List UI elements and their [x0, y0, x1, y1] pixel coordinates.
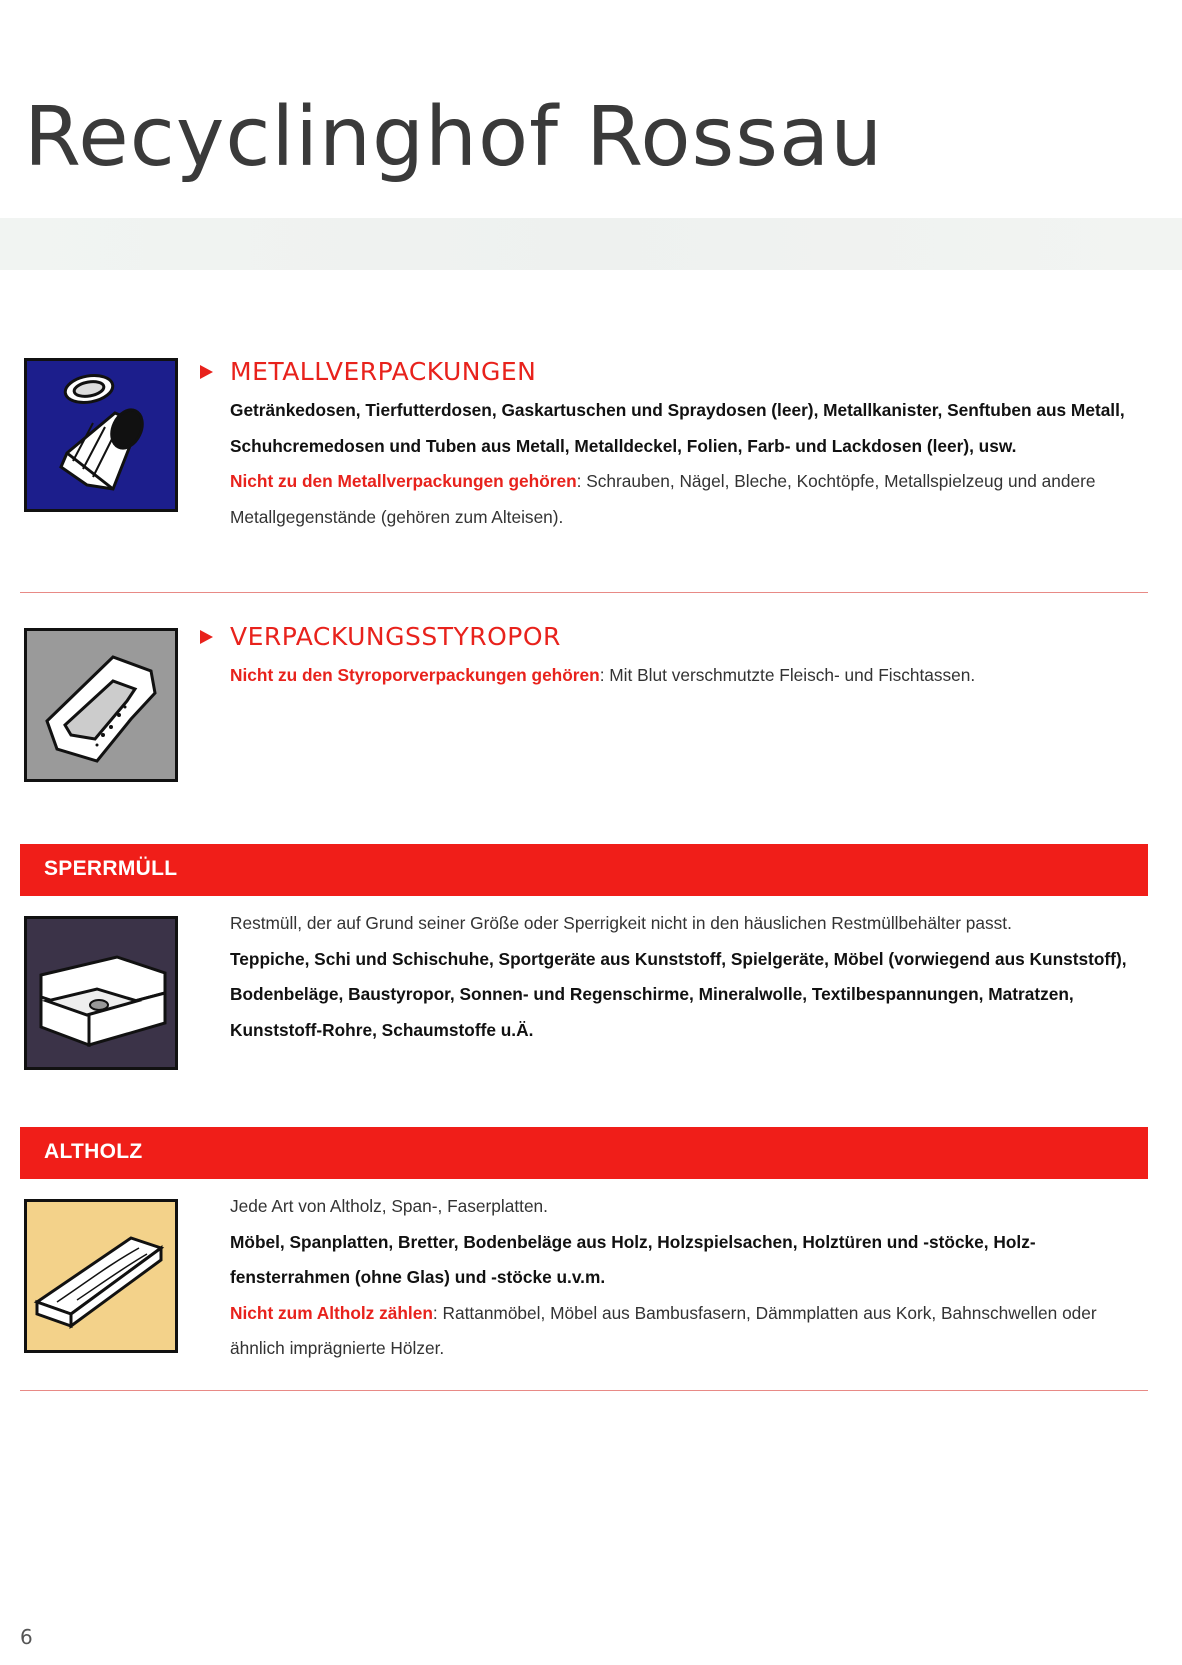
styropor-heading-label: VERPACKUNGSSTYROPOR	[230, 622, 561, 651]
metall-heading-label: METALLVERPACKUNGEN	[230, 357, 537, 386]
altholz-items: Möbel, Spanplatten, Bretter, Bodenbeläge aus Holz, Holzspielsachen, Holztüren und -stöcke, Holzfensterrahmen (ohne Glas) und -stöcke u.v.m.	[230, 1231, 1036, 1287]
styropor-exclusion-text: : Mit Blut verschmutzte Fleisch- und Fischtassen.	[599, 665, 976, 685]
metall-items: Getränkedosen, Tierfutterdosen, Gaskartuschen und Spraydosen (leer), Metallkanister, Senftuben aus Metall, Schuhcremedosen und Tuben aus Metall, Metalldeckel, Folien, Farb- und Lackdosen (leer), usw.	[230, 400, 1125, 456]
styropor-heading	[200, 622, 561, 652]
sperrmuell-text	[230, 906, 1140, 1048]
sperrmuell-bar	[20, 844, 1148, 896]
page-number: 6	[20, 1625, 33, 1649]
altholz-exclusion-label: Nicht zum Altholz zählen	[230, 1302, 433, 1323]
header-band	[0, 218, 1182, 270]
sperrmuell-items: Teppiche, Schi und Schischuhe, Sportgeräte aus Kunststoff, Spielgeräte, Möbel (vorwiegend aus Kunststoff), Bodenbeläge, Baustyropor, Sonnen- und Regenschirme, Mineralwolle, Textilbespannungen, Matratzen, Kunststoff-Rohre, Schaumstoffe u.Ä.	[230, 948, 1127, 1040]
section-divider	[20, 1390, 1148, 1391]
altholz-text	[230, 1189, 1140, 1367]
sperrmuell-intro: Restmüll, der auf Grund seiner Größe oder Sperrigkeit nicht in den häuslichen Restmüllbehälter passt.	[230, 913, 1012, 933]
triangle-bullet-icon	[200, 630, 213, 644]
altholz-intro: Jede Art von Altholz, Span-, Faserplatten.	[230, 1196, 548, 1216]
metall-exclusion-label: Nicht zu den Metallverpackungen gehören	[230, 471, 577, 491]
metall-heading	[200, 357, 536, 387]
sperrmuell-heading: SPERRMÜLL	[44, 857, 178, 880]
altholz-bar	[20, 1127, 1148, 1179]
styrofoam-packaging-icon	[24, 628, 178, 782]
section-divider	[20, 592, 1148, 593]
wood-plank-icon	[24, 1199, 178, 1353]
metall-exclusion-text: : Schrauben, Nägel, Bleche, Kochtöpfe, Metallspielzeug und andere Metallgegenstände (gehören zum Alteisen).	[230, 471, 1096, 527]
sofa-icon	[24, 916, 178, 1070]
metall-text	[230, 393, 1140, 535]
metal-can-icon	[24, 358, 178, 512]
altholz-exclusion-text: : Rattanmöbel, Möbel aus Bambusfasern, Dämmplatten aus Kork, Bahnschwellen oder ähnlich imprägnierte Hölzer.	[230, 1302, 1097, 1358]
triangle-bullet-icon	[200, 365, 213, 379]
page-title: Recyclinghof Rossau	[24, 90, 884, 185]
styropor-text	[230, 658, 1140, 694]
styropor-exclusion-label: Nicht zu den Styroporverpackungen gehören	[230, 665, 600, 685]
altholz-heading: ALTHOLZ	[44, 1140, 143, 1163]
